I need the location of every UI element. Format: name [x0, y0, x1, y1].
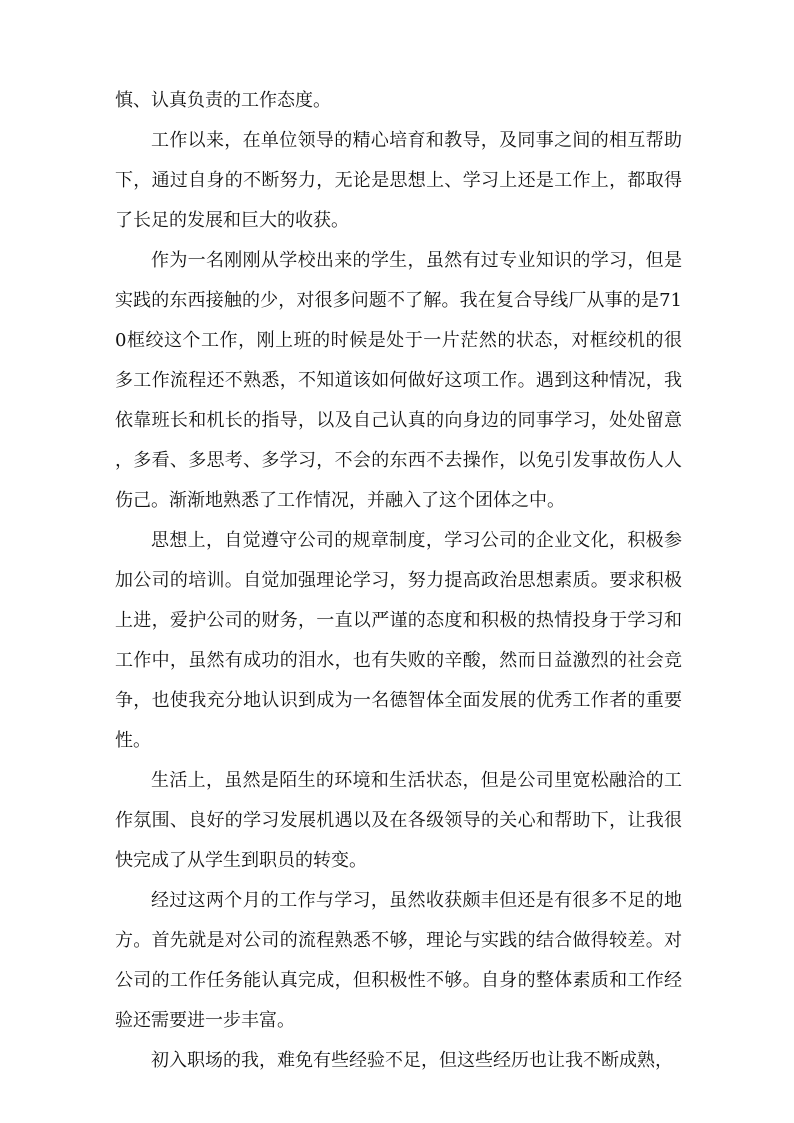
paragraph-ideology: 思想上，自觉遵守公司的规章制度，学习公司的企业文化，积极参加公司的培训。自觉加强理论学习，努力提高政治思想素质。要求积极上进，爱护公司的财务，一直以严谨的态度和积极的热情投身于学习和工作中，虽然有成功的泪水，也有失败的辛酸，然而日益激烈的社会竞争，也使我充分地认识到成为一名德智体全面发展的优秀工作者的重要性。	[115, 530, 682, 751]
paragraph-continuation: 慎、认真负责的工作态度。	[115, 90, 331, 111]
paragraph-work-progress: 工作以来，在单位领导的精心培育和教导，及同事之间的相互帮助下，通过自身的不断努力，无论是思想上、学习上还是工作上，都取得了长足的发展和巨大的收获。	[115, 130, 682, 231]
paragraph-life: 生活上，虽然是陌生的环境和生活状态，但是公司里宽松融洽的工作氛围、良好的学习发展机遇以及在各级领导的关心和帮助下，让我很快完成了从学生到职员的转变。	[115, 770, 682, 871]
paragraph-shortcomings: 经过这两个月的工作与学习，虽然收获颇丰但还是有很多不足的地方。首先就是对公司的流程熟悉不够，理论与实践的结合做得较差。对公司的工作任务能认真完成，但积极性不够。自身的整体素质和工作经验还需要进一步丰富。	[115, 890, 682, 1031]
document-body	[115, 81, 682, 1081]
paragraph-new-graduate: 作为一名刚刚从学校出来的学生，虽然有过专业知识的学习，但是实践的东西接触的少，对很多问题不了解。我在复合导线厂从事的是710框绞这个工作，刚上班的时候是处于一片茫然的状态，对框绞机的很多工作流程还不熟悉，不知道该如何做好这项工作。遇到这种情况，我依靠班长和机长的指导，以及自己认真的向身边的同事学习，处处留意，多看、多思考、多学习，不会的东西不去操作，以免引发事故伤人人伤己。渐渐地熟悉了工作情况，并融入了这个团体之中。	[115, 250, 682, 511]
paragraph-conclusion-start: 初入职场的我，难免有些经验不足，但这些经历也让我不断成熟，	[151, 1050, 673, 1071]
